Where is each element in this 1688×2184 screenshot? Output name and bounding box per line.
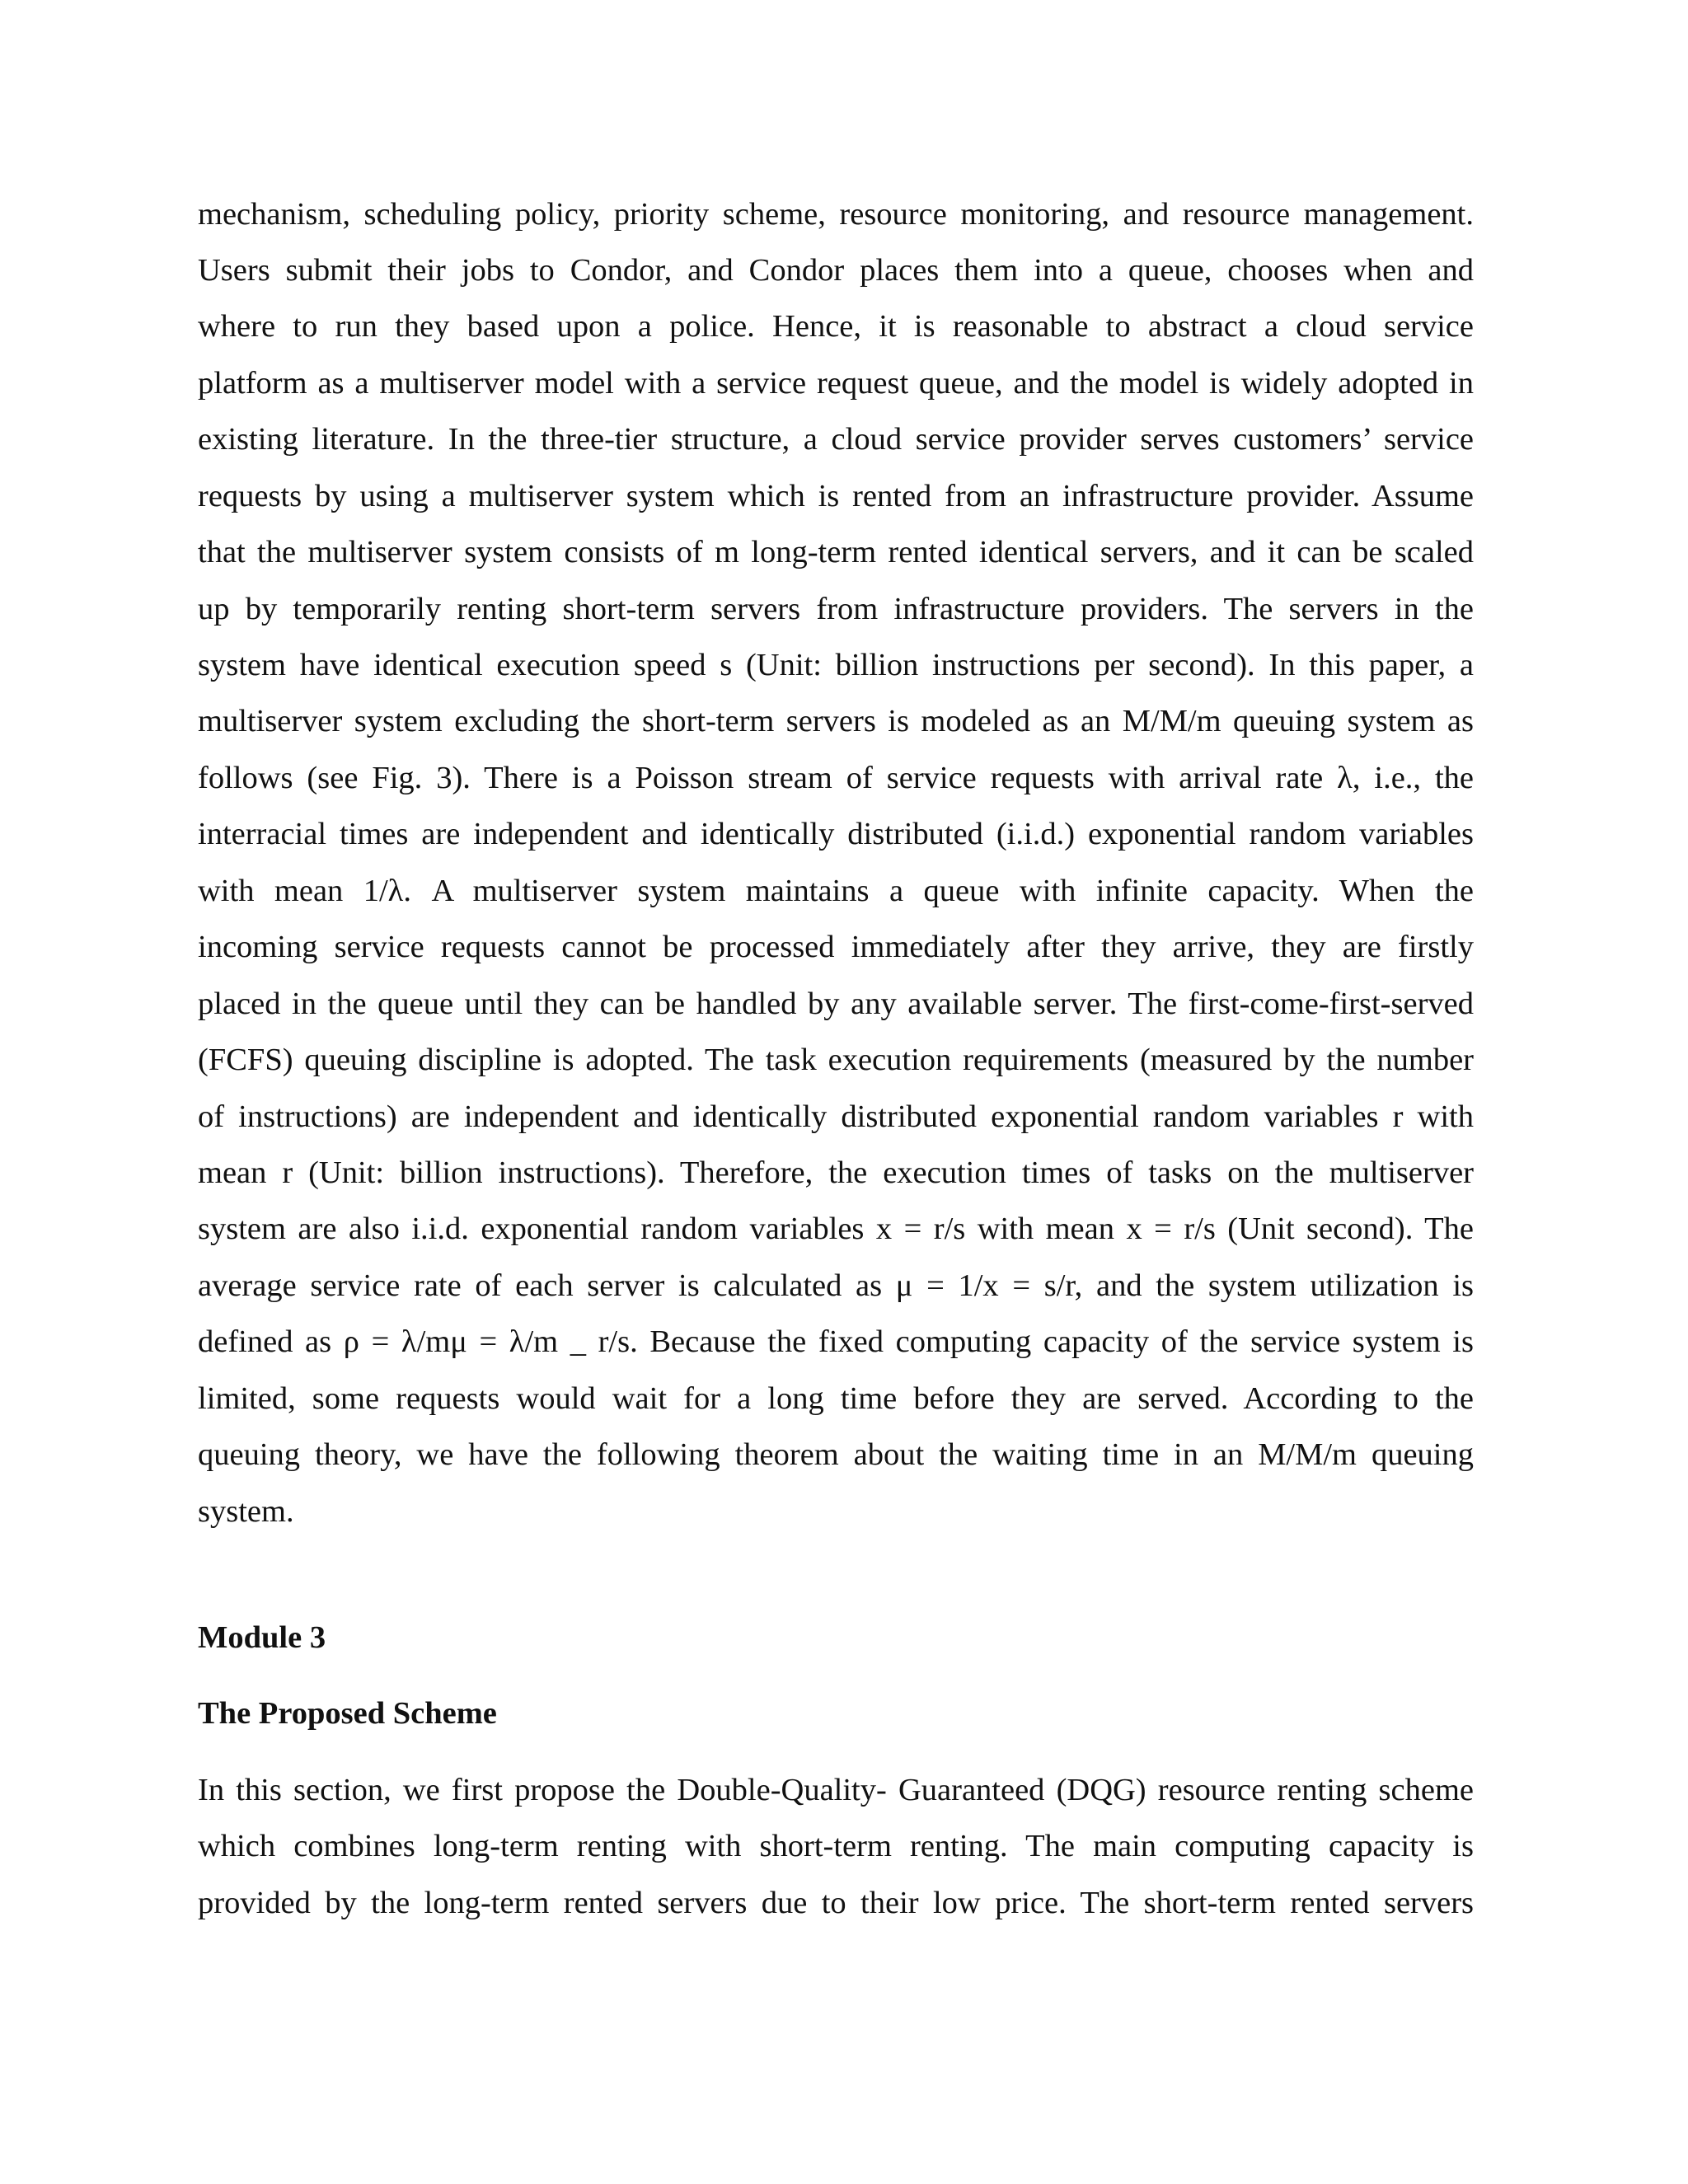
text-line: queuing theory, we have the following theorem about the waiting time in an M/M/m queuing — [198, 1437, 1474, 1472]
text-line: system are also i.i.d. exponential random variables x = r/s with mean x = r/s (Unit second). The — [198, 1212, 1474, 1246]
text-line: that the multiserver system consists of m long-term rented identical servers, and it can be scaled — [198, 535, 1474, 569]
module-heading: Module 3 — [198, 1620, 326, 1655]
text-line: platform as a multiserver model with a service request queue, and the model is widely adopted in — [198, 366, 1474, 401]
text-line: mean r (Unit: billion instructions). Therefore, the execution times of tasks on the multiserver — [198, 1155, 1474, 1190]
text-line: (FCFS) queuing discipline is adopted. The task execution requirements (measured by the number — [198, 1043, 1474, 1077]
text-line: mechanism, scheduling policy, priority scheme, resource monitoring, and resource management. — [198, 197, 1474, 232]
text-line: limited, some requests would wait for a long time before they are served. According to the — [198, 1381, 1474, 1416]
text-line: placed in the queue until they can be handled by any available server. The first-come-first-served — [198, 987, 1474, 1021]
text-line: which combines long-term renting with short-term renting. The main computing capacity is — [198, 1829, 1474, 1863]
text-line: Users submit their jobs to Condor, and Condor places them into a queue, chooses when and — [198, 253, 1474, 288]
text-line: interracial times are independent and identically distributed (i.i.d.) exponential random variables — [198, 817, 1474, 851]
section-heading: The Proposed Scheme — [198, 1696, 497, 1731]
text-line: average service rate of each server is calculated as μ = 1/x = s/r, and the system utilization is — [198, 1268, 1474, 1303]
text-line: where to run they based upon a police. Hence, it is reasonable to abstract a cloud service — [198, 309, 1474, 344]
text-line: incoming service requests cannot be processed immediately after they arrive, they are firstly — [198, 930, 1474, 964]
text-line: multiserver system excluding the short-term servers is modeled as an M/M/m queuing system as — [198, 704, 1474, 738]
text-line: follows (see Fig. 3). There is a Poisson stream of service requests with arrival rate λ, i.e., the — [198, 761, 1474, 795]
text-line: up by temporarily renting short-term servers from infrastructure providers. The servers in the — [198, 592, 1474, 626]
text-line: In this section, we first propose the Double-Quality- Guaranteed (DQG) resource renting scheme — [198, 1773, 1474, 1807]
text-line: defined as ρ = λ/mμ = λ/m _ r/s. Because the fixed computing capacity of the service system is — [198, 1324, 1474, 1359]
text-line: provided by the long-term rented servers due to their low price. The short-term rented servers — [198, 1886, 1474, 1920]
text-line: of instructions) are independent and identically distributed exponential random variables r with — [198, 1099, 1474, 1134]
text-line: system. — [198, 1494, 294, 1529]
text-line: with mean 1/λ. A multiserver system maintains a queue with infinite capacity. When the — [198, 874, 1474, 908]
text-line: existing literature. In the three-tier structure, a cloud service provider serves customers’ service — [198, 422, 1474, 457]
text-line: requests by using a multiserver system which is rented from an infrastructure provider. Assume — [198, 479, 1474, 513]
text-line: system have identical execution speed s (Unit: billion instructions per second). In this paper, a — [198, 648, 1474, 682]
